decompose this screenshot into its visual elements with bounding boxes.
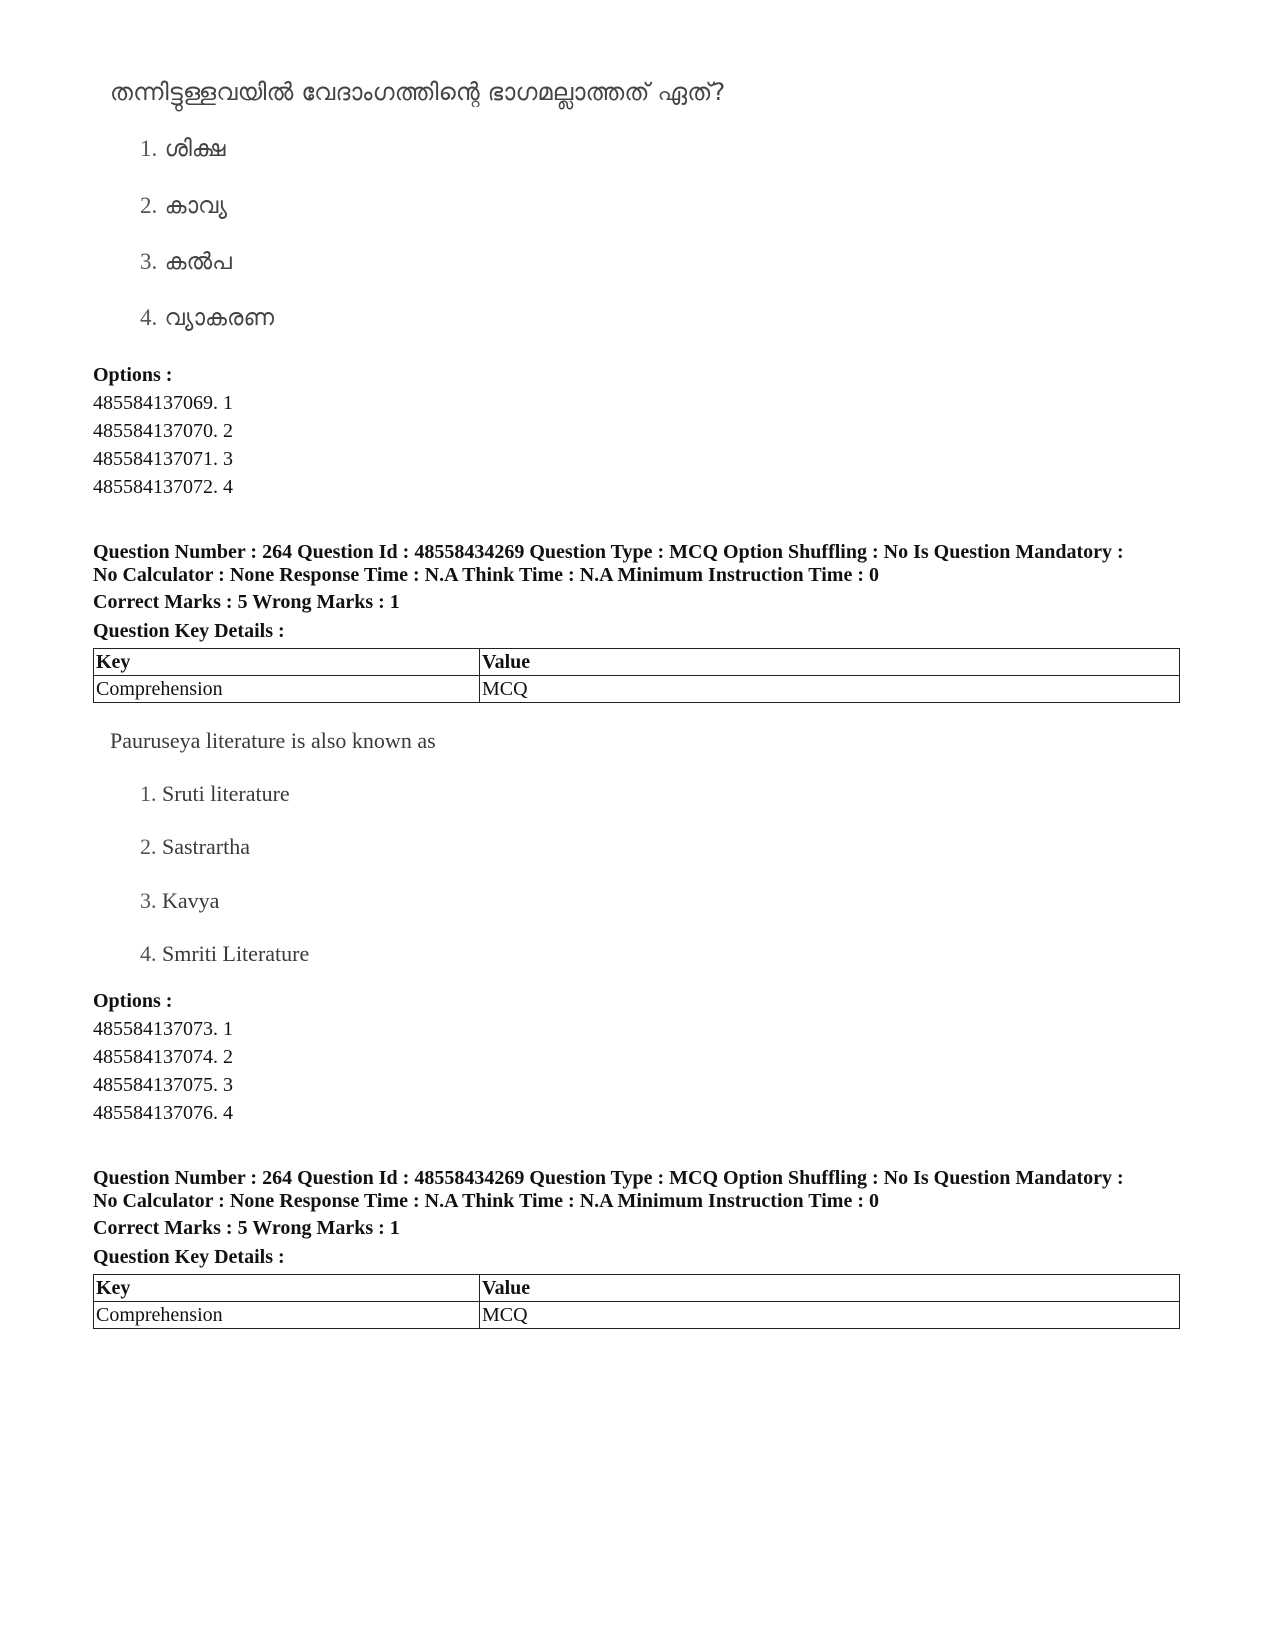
table-header-value: Value (480, 649, 1180, 676)
choice-text: Smriti Literature (162, 941, 310, 966)
choice-number: 3. (140, 888, 157, 913)
question-2-option: 485584137076. 4 (93, 1102, 233, 1124)
question-meta-line-1: Question Number : 264 Question Id : 48558434269 Question Type : MCQ Option Shuffling : No Is Question Mandatory : (93, 1167, 1124, 1189)
question-2-choice-3 (140, 888, 219, 914)
question-1-image (100, 76, 860, 346)
table-header-key: Key (94, 1275, 480, 1302)
question-2-option: 485584137074. 2 (93, 1046, 233, 1068)
question-meta-1 (93, 541, 1193, 587)
choice-text: ശിക്ഷ (164, 136, 226, 162)
question-1-option: 485584137070. 2 (93, 420, 233, 442)
key-details-table-1 (93, 648, 1180, 703)
choice-text: Sastrartha (162, 834, 250, 859)
choice-number: 2. (140, 834, 157, 859)
choice-number: 1. (140, 136, 158, 161)
question-1-choice-1 (140, 136, 225, 162)
question-2-options-title: Options : (93, 990, 173, 1012)
choice-number: 4. (140, 305, 158, 330)
choice-number: 3. (140, 249, 158, 274)
table-header-value: Value (480, 1275, 1180, 1302)
question-2-choice-2 (140, 834, 250, 860)
question-2-choice-4 (140, 941, 309, 967)
question-2-image (100, 728, 860, 973)
table-header-row (94, 649, 1180, 676)
question-1-choice-4 (140, 305, 274, 331)
choice-number: 1. (140, 781, 157, 806)
question-1-option: 485584137071. 3 (93, 448, 233, 470)
question-marks-2: Correct Marks : 5 Wrong Marks : 1 (93, 1217, 400, 1239)
choice-number: 2. (140, 193, 158, 218)
key-details-table-2 (93, 1274, 1180, 1329)
choice-text: കാവ്യ (164, 193, 227, 219)
question-1-stem: തന്നിട്ടുള്ളവയിൽ വേദാംഗത്തിന്റെ ഭാഗമല്ലാത്തത് ഏത്? (110, 78, 726, 106)
choice-text: കൽപ (164, 249, 232, 275)
table-cell-value: MCQ (480, 1302, 1180, 1329)
choice-text: വ്യാകരണ (164, 305, 274, 331)
table-row (94, 1302, 1180, 1329)
question-2-stem: Pauruseya literature is also known as (110, 728, 436, 753)
question-2-choice-1 (140, 781, 290, 807)
question-meta-line-2: No Calculator : None Response Time : N.A Think Time : N.A Minimum Instruction Time : 0 (93, 1190, 879, 1212)
key-details-title-2: Question Key Details : (93, 1246, 285, 1268)
table-header-row (94, 1275, 1180, 1302)
question-1-option: 485584137069. 1 (93, 392, 233, 414)
table-header-key: Key (94, 649, 480, 676)
question-1-choice-3 (140, 249, 232, 275)
choice-text: Kavya (162, 888, 220, 913)
question-2-option: 485584137073. 1 (93, 1018, 233, 1040)
question-1-choice-2 (140, 193, 227, 219)
table-row (94, 676, 1180, 703)
question-1-option: 485584137072. 4 (93, 476, 233, 498)
question-1-options-title: Options : (93, 364, 173, 386)
choice-text: Sruti literature (162, 781, 290, 806)
choice-number: 4. (140, 941, 157, 966)
table-cell-value: MCQ (480, 676, 1180, 703)
key-details-title-1: Question Key Details : (93, 620, 285, 642)
question-meta-line-1: Question Number : 264 Question Id : 48558434269 Question Type : MCQ Option Shuffling : No Is Question Mandatory : (93, 541, 1124, 563)
question-meta-line-2: No Calculator : None Response Time : N.A Think Time : N.A Minimum Instruction Time : 0 (93, 564, 879, 586)
question-meta-2 (93, 1167, 1193, 1213)
table-cell-key: Comprehension (94, 1302, 480, 1329)
question-marks-1: Correct Marks : 5 Wrong Marks : 1 (93, 591, 400, 613)
table-cell-key: Comprehension (94, 676, 480, 703)
question-2-option: 485584137075. 3 (93, 1074, 233, 1096)
